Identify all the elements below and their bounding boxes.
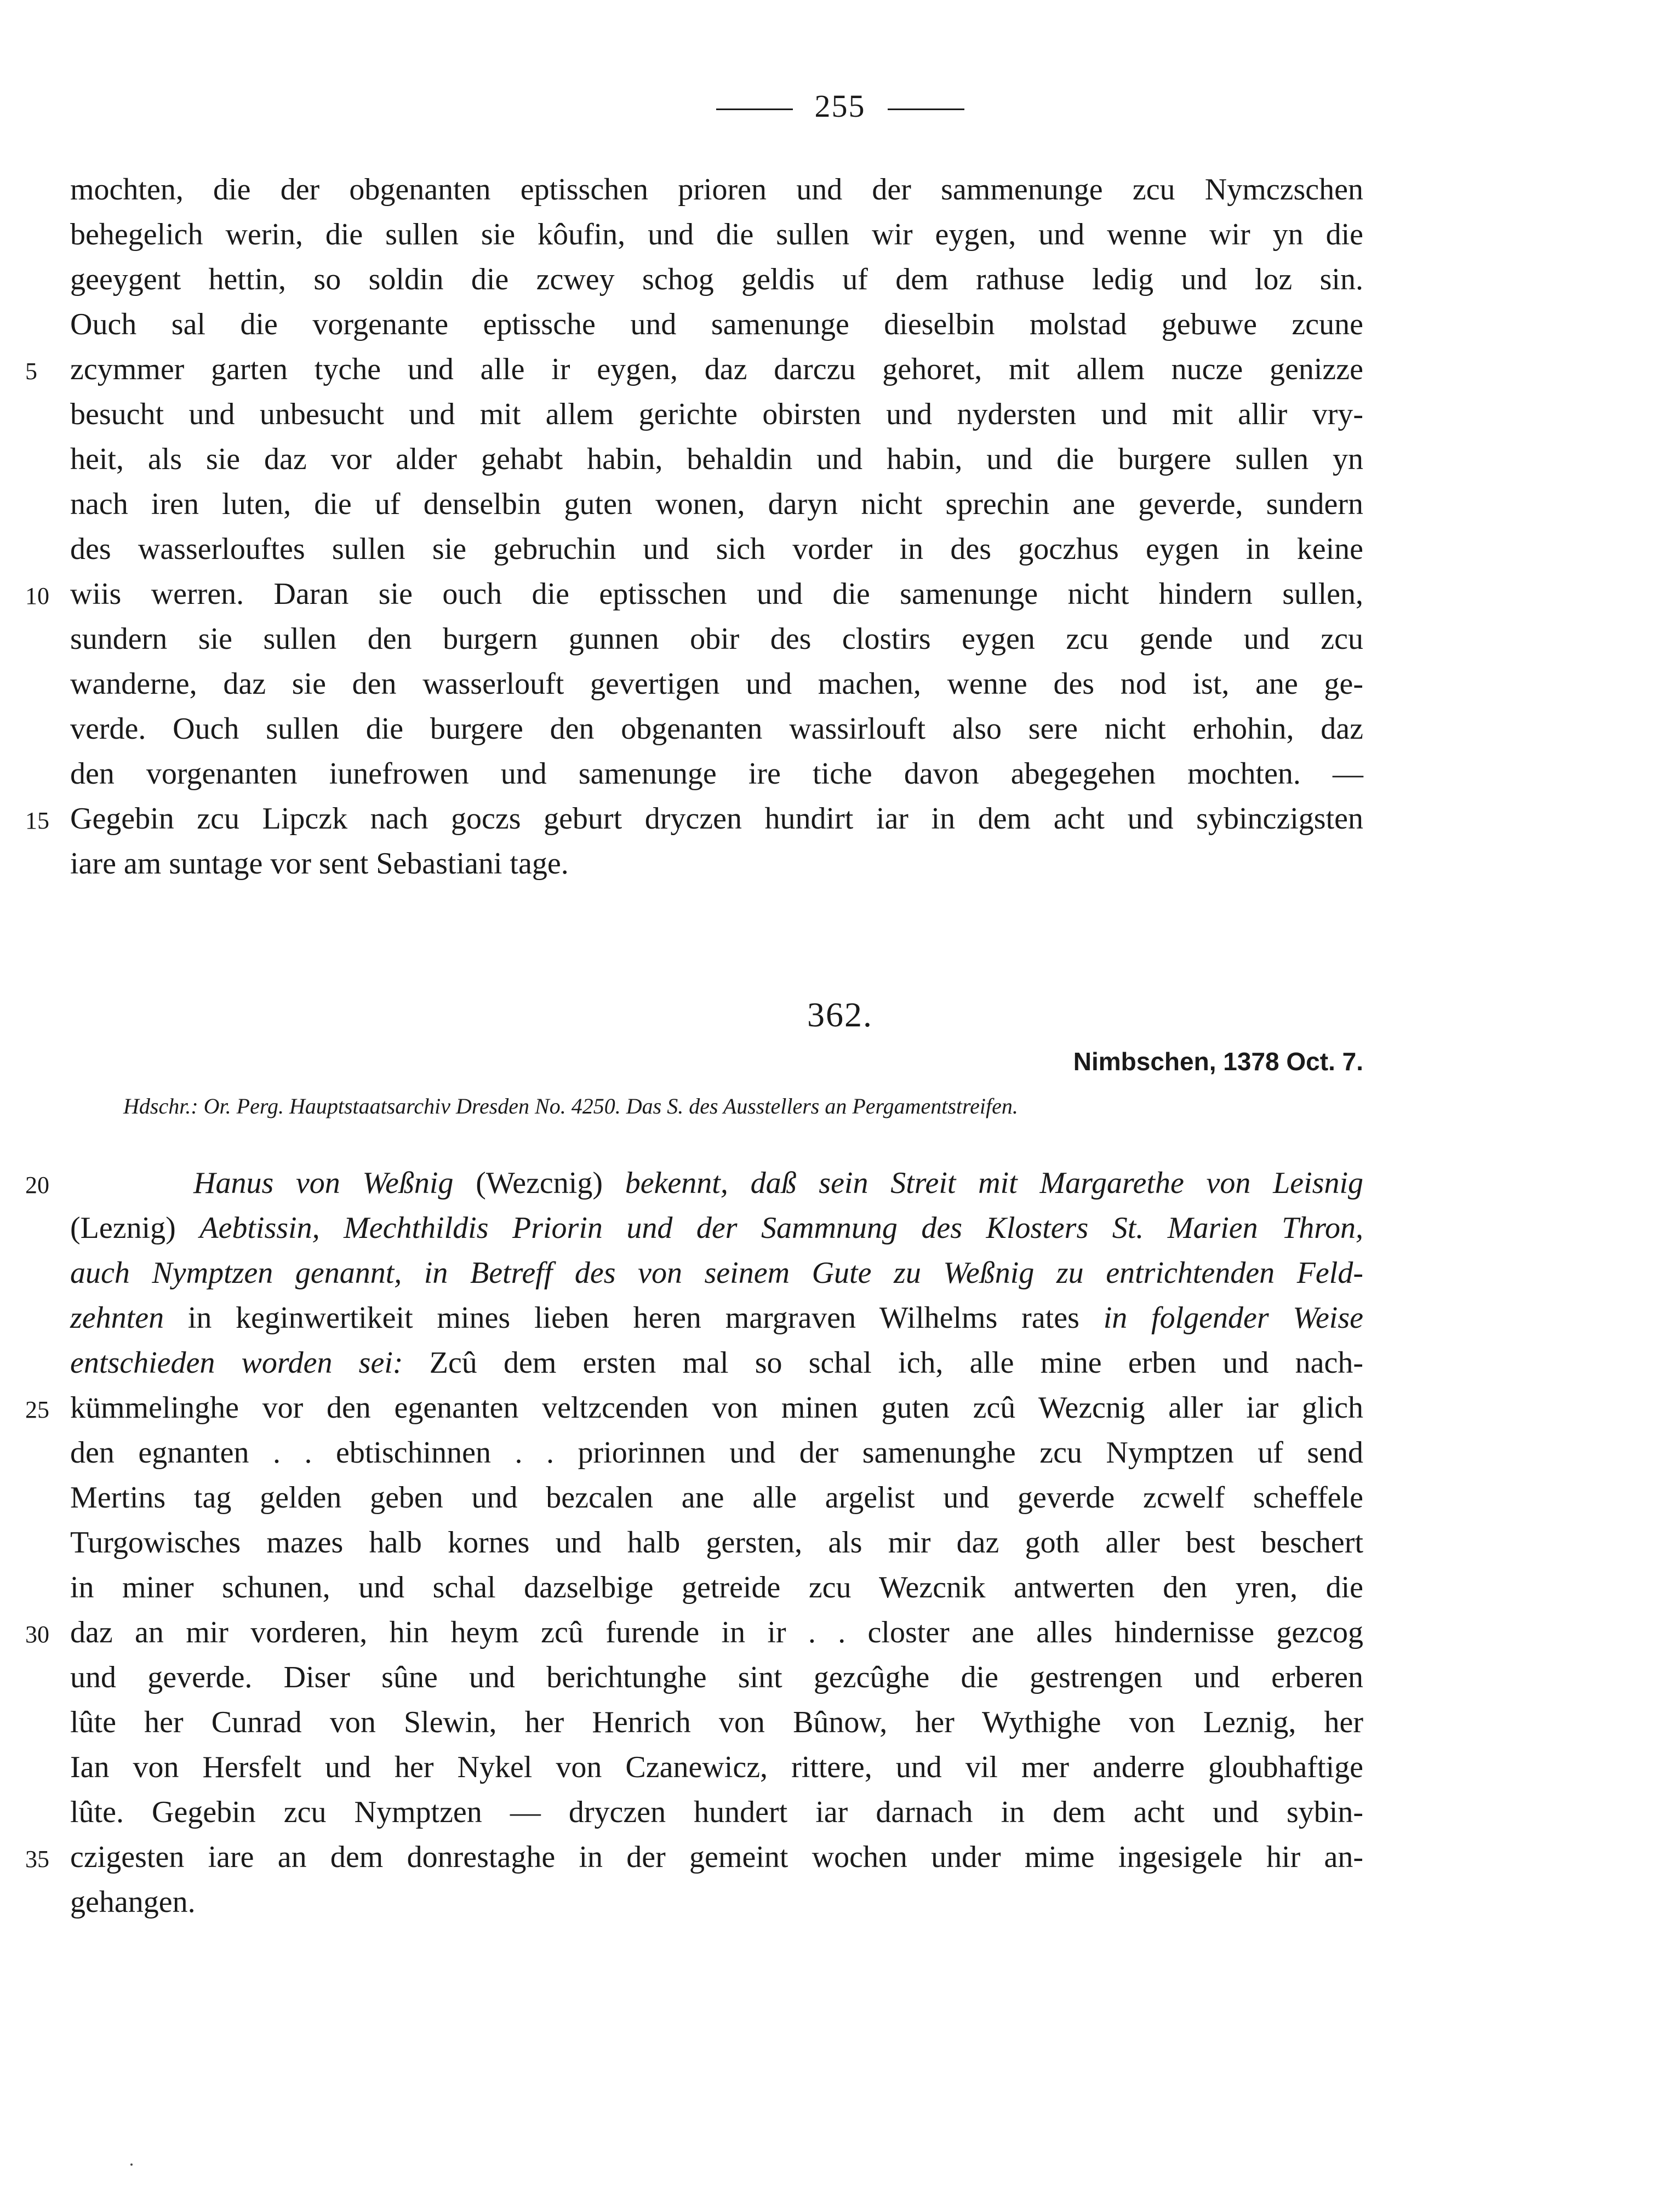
line-text: besucht und unbesucht und mit allem gerichte obirsten und nydersten und mit allir vry- <box>70 397 1363 431</box>
regest-text: bekennt, daß sein Streit mit Margarethe von Leisnig <box>625 1166 1364 1200</box>
line-text: Ian von Hersfelt und her Nykel von Czanewicz, rittere, und vil mer anderre gloubhaftige <box>70 1750 1363 1784</box>
line-text: wanderne, daz sie den wasserlouft gevertigen und machen, wenne des nod ist, ane ge- <box>70 667 1363 701</box>
text-line <box>25 1385 1363 1430</box>
text-line <box>70 482 1363 527</box>
line-number: 30 <box>25 1621 49 1648</box>
regest-text: Hanus von Weßnig <box>193 1166 454 1200</box>
line-text <box>70 1206 1363 1251</box>
line-number: 35 <box>25 1846 49 1872</box>
text-line <box>70 1340 1363 1385</box>
line-text: iare am suntage vor sent Sebastiani tage. <box>70 847 569 881</box>
text-line <box>70 1295 1363 1340</box>
page-header <box>0 88 1680 124</box>
line-text: kümmelinghe vor den egenanten veltzcenden von minen guten zcû Wezcnig aller iar glich <box>70 1391 1363 1425</box>
text-line <box>25 796 1363 841</box>
line-text <box>70 1295 1363 1340</box>
line-text: geeygent hettin, so soldin die zcwey schog geldis uf dem rathuse ledig und loz sin. <box>70 262 1363 296</box>
text-line <box>70 1700 1363 1745</box>
line-text: czigesten iare an dem donrestaghe in der gemeint wochen under mime ingesigele hir an- <box>70 1840 1363 1874</box>
regest-text: Aebtissin, Mechthildis Priorin und der Sammnung des Klosters St. Marien Thron, <box>199 1211 1364 1245</box>
line-text: lûte her Cunrad von Slewin, her Henrich von Bûnow, her Wythighe von Leznig, her <box>70 1705 1363 1739</box>
text-line <box>70 527 1363 572</box>
regest-text: in folgender Weise <box>1103 1301 1364 1335</box>
line-number: 25 <box>25 1396 49 1423</box>
line-text <box>70 1340 1363 1385</box>
text-line <box>70 661 1363 706</box>
line-text: behegelich werin, die sullen sie kôufin, und die sullen wir eygen, und wenne wir yn die <box>70 218 1363 252</box>
line-number: 15 <box>25 807 49 834</box>
line-text: lûte. Gegebin zcu Nymptzen — dryczen hundert iar darnach in dem acht und sybin- <box>70 1795 1363 1829</box>
regest-text: entschieden worden sei: <box>70 1346 403 1380</box>
text-line <box>70 1745 1363 1790</box>
header-dash-right <box>888 109 964 110</box>
text-line <box>70 1565 1363 1610</box>
text-line <box>70 437 1363 482</box>
document-place-date: Nimbschen, 1378 Oct. 7. <box>1073 1047 1363 1076</box>
line-text: wiis werren. Daran sie ouch die eptisschen und die samenunge nicht hindern sullen, <box>70 577 1363 611</box>
text-line <box>70 167 1363 212</box>
line-text: heit, als sie daz vor alder gehabt habin, behaldin und habin, und die burgere sullen yn <box>70 442 1363 476</box>
line-text: daz an mir vorderen, hin heym zcû furende in ir . . closter ane alles hindernisse gezcog <box>70 1615 1363 1649</box>
text-line <box>70 1790 1363 1835</box>
text-line <box>70 1430 1363 1475</box>
text-line <box>25 1610 1363 1655</box>
line-text <box>70 1161 1363 1206</box>
line-text: den vorgenanten iunefrowen und samenunge ire tiche davon abegegehen mochten. — <box>70 757 1363 791</box>
line-text: und geverde. Diser sûne und berichtunghe sint gezcûghe die gestrengen und erberen <box>70 1660 1363 1694</box>
document-number: 362. <box>807 995 873 1034</box>
text-line <box>70 1206 1363 1251</box>
line-text: auch Nymptzen genannt, in Betreff des von seinem Gute zu Weßnig zu entrichtenden Feld- <box>70 1256 1363 1290</box>
text-line <box>25 1161 1364 1206</box>
original-text: (Leznig) <box>70 1211 200 1245</box>
scan-speck <box>130 2163 133 2166</box>
line-text: zcymmer garten tyche und alle ir eygen, daz darczu gehoret, mit allem nucze genizze <box>70 352 1363 386</box>
text-line <box>70 392 1363 437</box>
text-line <box>25 1835 1363 1880</box>
line-text: des wasserlouftes sullen sie gebruchin und sich vorder in des goczhus eygen in keine <box>70 532 1363 566</box>
line-text: Turgowisches mazes halb kornes und halb gersten, als mir daz goth aller best beschert <box>70 1526 1363 1560</box>
line-text: Mertins tag gelden geben und bezcalen ane alle argelist und geverde zcwelf scheffele <box>70 1481 1363 1515</box>
text-line <box>70 706 1363 751</box>
line-text: mochten, die der obgenanten eptisschen prioren und der sammenunge zcu Nymczschen <box>70 173 1363 207</box>
text-line <box>70 841 1363 886</box>
line-text: den egnanten . . ebtischinnen . . priorinnen und der samenunghe zcu Nymptzen uf send <box>70 1436 1363 1470</box>
text-line <box>70 1475 1363 1520</box>
line-text: nach iren luten, die uf denselbin guten wonen, daryn nicht sprechin ane geverde, sundern <box>70 487 1363 521</box>
text-line <box>70 212 1363 257</box>
line-number: 20 <box>25 1172 49 1198</box>
line-text: verde. Ouch sullen die burgere den obgenanten wassirlouft also sere nicht erhohin, daz <box>70 712 1363 746</box>
text-line <box>70 1655 1363 1700</box>
original-text: Zcû dem ersten mal so schal ich, alle mine erben und nach- <box>403 1346 1363 1380</box>
regest-text: zehnten <box>70 1301 164 1335</box>
line-number: 5 <box>25 358 37 385</box>
text-line <box>25 347 1363 392</box>
line-number: 10 <box>25 583 49 609</box>
line-text: sundern sie sullen den burgern gunnen obir des clostirs eygen zcu gende und zcu <box>70 622 1363 656</box>
document-source-note: Hdschr.: Or. Perg. Hauptstaatsarchiv Dresden No. 4250. Das S. des Ausstellers an Pergamentstreifen. <box>123 1094 1018 1118</box>
text-line <box>70 257 1363 302</box>
text-line <box>70 1880 1363 1925</box>
text-line <box>70 1251 1363 1295</box>
header-dash-left <box>716 109 793 110</box>
text-line <box>70 302 1363 347</box>
text-line <box>70 1520 1363 1565</box>
page-number: 255 <box>814 88 866 124</box>
text-line <box>25 572 1363 616</box>
line-text: gehangen. <box>70 1885 196 1919</box>
text-line <box>70 616 1363 661</box>
charter-continuation-text <box>25 167 1363 886</box>
text-line <box>70 751 1363 796</box>
line-text: Ouch sal die vorgenante eptissche und samenunge dieselbin molstad gebuwe zcune <box>70 307 1363 341</box>
line-text: Gegebin zcu Lipczk nach goczs geburt dryczen hundirt iar in dem acht und sybinczigsten <box>70 802 1363 836</box>
line-text: in miner schunen, und schal dazselbige getreide zcu Wezcnik antwerten den yren, die <box>70 1571 1363 1605</box>
charter-text <box>25 1161 1364 1925</box>
original-text: (Wezcnig) <box>453 1166 625 1200</box>
original-text: in keginwertikeit mines lieben heren margraven Wilhelms rates <box>164 1301 1104 1335</box>
